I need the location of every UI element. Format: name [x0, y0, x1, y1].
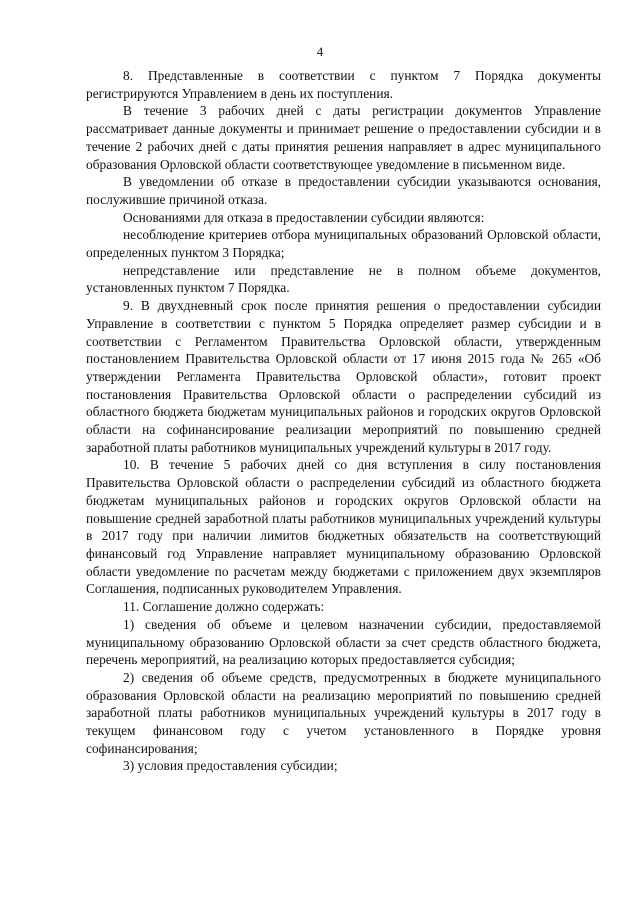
paragraph-refusal-notice: В уведомлении об отказе в предоставлении субсидии указываются основания, послужившие причиной отказа. [86, 174, 601, 207]
paragraph-8-registration: 8. Представленные в соответствии с пунктом 7 Порядка документы регистрируются Управлением в день их поступления. [86, 68, 601, 101]
paragraph-refusal-ground-documents: непредставление или представление не в полном объеме документов, установленных пунктом 7 Порядка. [86, 262, 601, 296]
paragraph-refusal-grounds-intro: Основаниями для отказа в предоставлении субсидии являются: [123, 209, 485, 225]
paragraph-refusal-ground-criteria: несоблюдение критериев отбора муниципальных образований Орловской области, определенных пунктом 3 Порядка; [86, 227, 601, 261]
paragraph-9-subsidy-amount: 9. В двухдневный срок после принятия решения о предоставлении субсидии Управление в соответствии с пунктом 5 Порядка определяет размер субсидии и в соответствии с Регламентом Правительства Орловской области, утвержденным постановлением Правительства Орловской области от 17 июня 2015 года № 265 «Об утверждении Регламента Правительства Орловской области», готовит проект постановления Правительства Орловской области о распределении субсидий из областного бюджета бюджетам муниципальных районов и городских округов Орловской области на софинансирование реализации мероприятий по повышению средней заработной платы работников муниципальных учреждений культуры в 2017 году. [86, 298, 601, 455]
paragraph-11-agreement-contents: 11. Соглашение должно содержать: [123, 599, 325, 615]
document-body [86, 67, 601, 775]
list-item-2: 2) сведения об объеме средств, предусмотренных в бюджете муниципального образования Орловской области на реализацию мероприятий по повышению средней заработной платы работников муниципальных учреждений культуры в 2017 году в текущем финансовом году с учетом установленного в Порядке уровня софинансирования; [86, 669, 601, 756]
list-item-3: 3) условия предоставления субсидии; [123, 758, 338, 774]
paragraph-review-period: В течение 3 рабочих дней с даты регистрации документов Управление рассматривает данные документы и принимает решение о предоставлении субсидии и в течение 2 рабочих дней с даты принятия решения направляет в адрес муниципального образования Орловской области соответствующее уведомление в письменном виде. [86, 103, 601, 172]
paragraph-10-notification: 10. В течение 5 рабочих дней со дня вступления в силу постановления Правительства Орловской области о распределении субсидий из областного бюджета бюджетам муниципальных районов и городских округов Орловской области на повышение средней заработной платы работников муниципальных учреждений культуры в 2017 году при наличии лимитов бюджетных обязательств на соответствующий финансовый год Управление направляет муниципальному образованию Орловской области уведомление по расчетам между бюджетами с приложением двух экземпляров Соглашения, подписанных руководителем Управления. [86, 457, 601, 597]
list-item-1: 1) сведения об объеме и целевом назначении субсидии, предоставляемой муниципальному образованию Орловской области за счет средств областного бюджета, перечень мероприятий, на реализацию которых предоставляется субсидия; [86, 616, 601, 668]
page-number: 4 [316, 44, 324, 59]
